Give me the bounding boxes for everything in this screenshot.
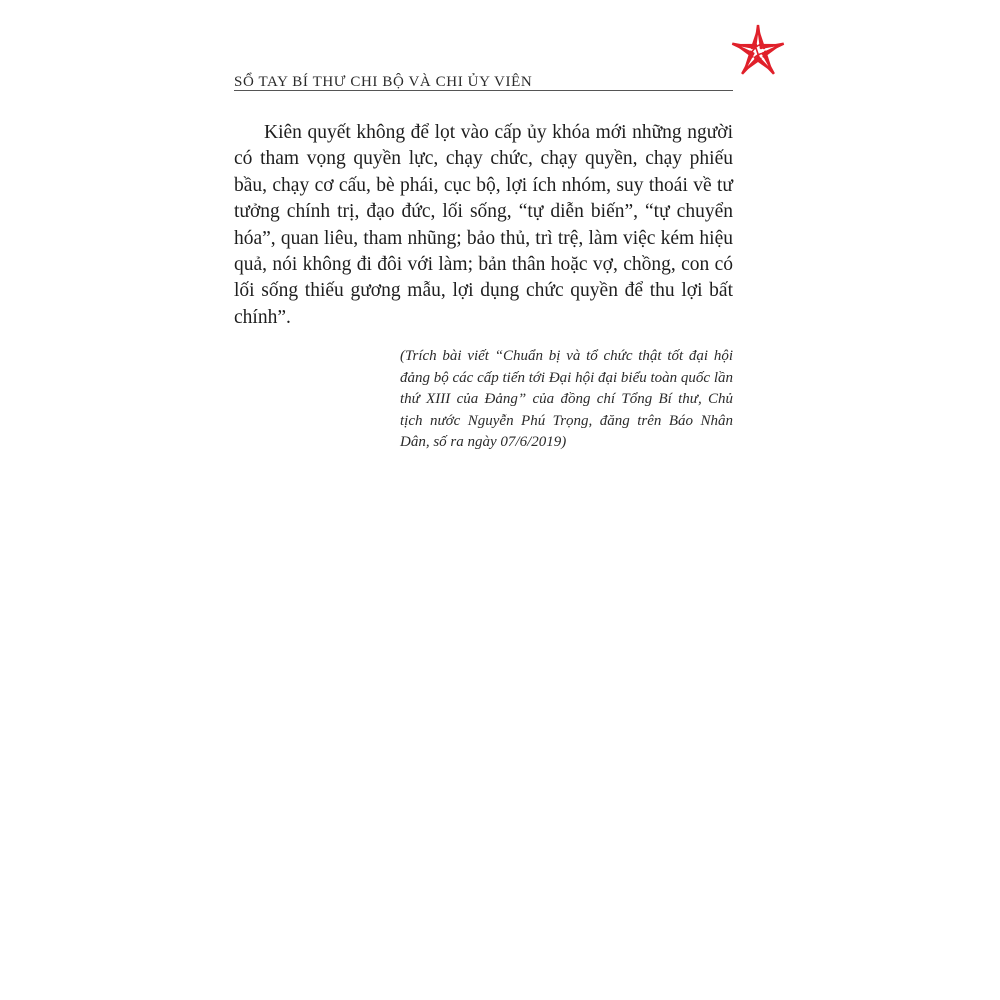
header-divider bbox=[234, 90, 733, 91]
quote-paragraph: Kiên quyết không để lọt vào cấp ủy khóa mới những người có tham vọng quyền lực, chạy chức, chạy quyền, chạy phiếu bầu, chạy cơ cấu, bè phái, cục bộ, lợi ích nhóm, suy thoái về tư tưởng chính trị, đạo đức, lối sống, “tự diễn biến”, “tự chuyển hóa”, quan liêu, tham nhũng; bảo thủ, trì trệ, làm việc kém hiệu quả, nói không đi đôi với làm; bản thân hoặc vợ, chồng, con có lối sống thiếu gương mẫu, lợi dụng chức quyền để thu lợi bất chính”. bbox=[234, 122, 733, 328]
party-star-logo-icon bbox=[728, 22, 788, 80]
book-title: SỔ TAY BÍ THƯ CHI BỘ VÀ CHI ỦY VIÊN bbox=[234, 74, 533, 90]
citation-note: (Trích bài viết “Chuẩn bị và tổ chức thật tốt đại hội đảng bộ các cấp tiến tới Đại hội đại biểu toàn quốc lần thứ XIII của Đảng” của đồng chí Tổng Bí thư, Chủ tịch nước Nguyễn Phú Trọng, đăng trên Báo Nhân Dân, số ra ngày 07/6/2019) bbox=[400, 348, 733, 451]
